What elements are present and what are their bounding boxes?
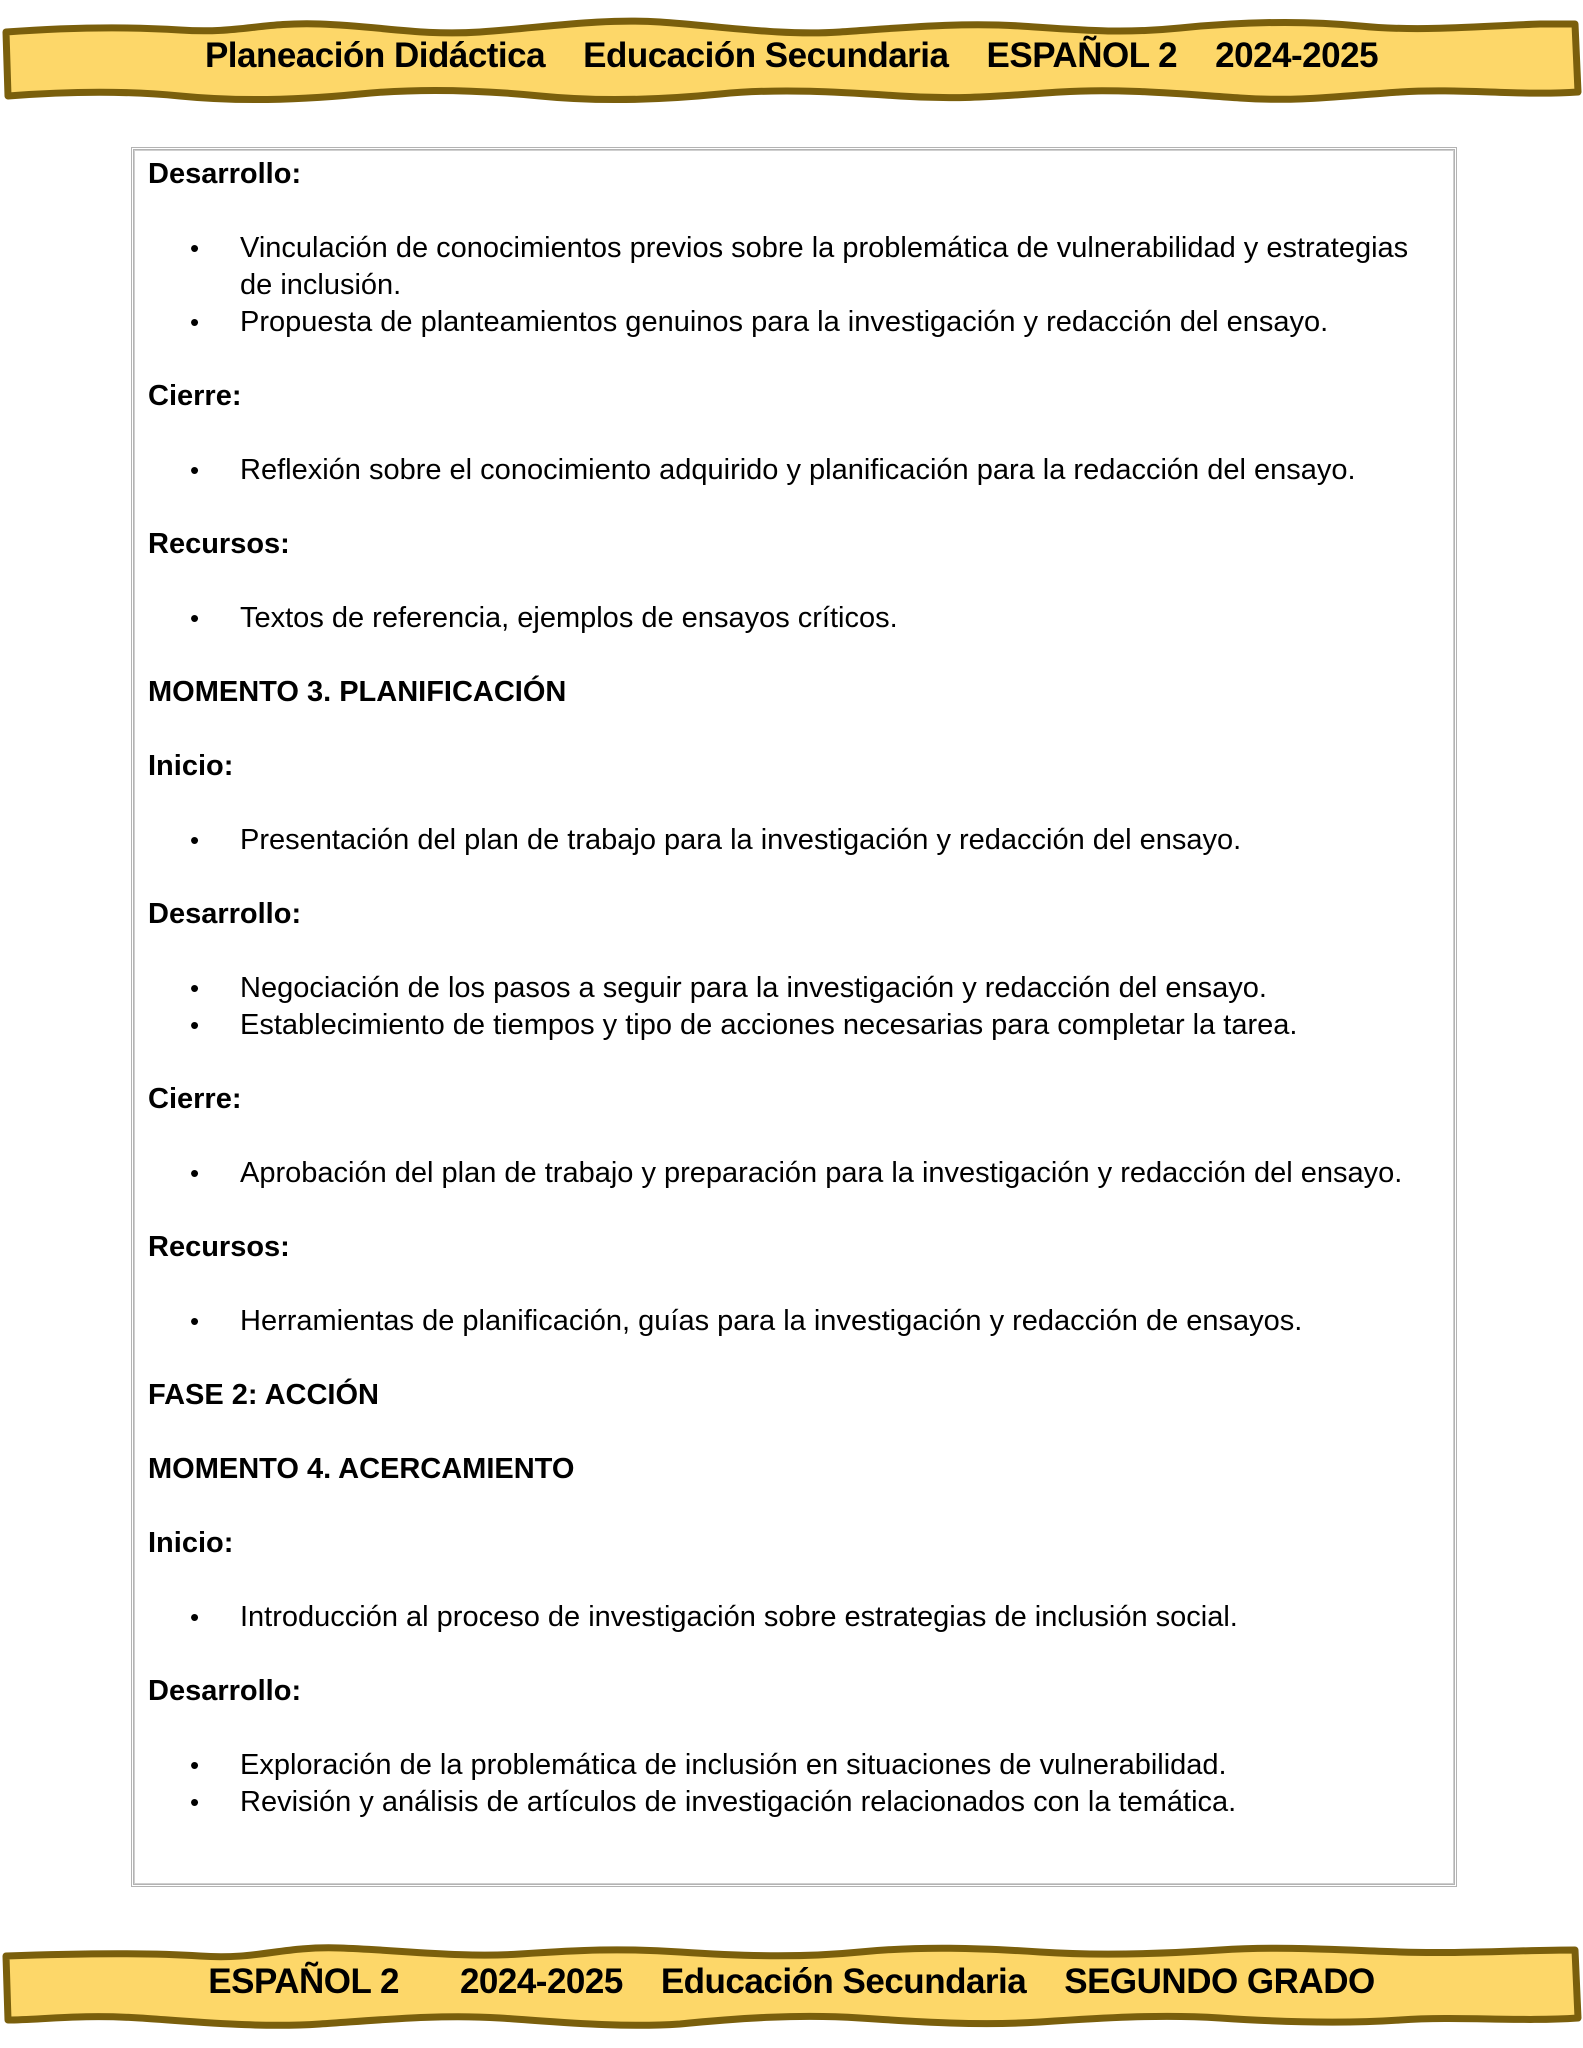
list-item: • Revisión y análisis de artículos de investigación relacionados con la temática. — [148, 1784, 1444, 1821]
list-item: • Negociación de los pasos a seguir para la investigación y redacción del ensayo. — [148, 970, 1444, 1007]
header-level: Educación Secundaria — [583, 36, 949, 75]
list-item: • Aprobación del plan de trabajo y preparación para la investigación y redacción del ensayo. — [148, 1155, 1444, 1192]
section-heading: Cierre: — [148, 380, 242, 412]
header-banner — [0, 8, 1583, 108]
section-heading: Recursos: — [148, 528, 290, 560]
section-heading: Desarrollo: — [148, 1675, 302, 1707]
list-item: • Vinculación de conocimientos previos sobre la problemática de vulnerabilidad y estrategias de inclusión. — [148, 230, 1444, 304]
list-item: • Exploración de la problemática de inclusión en situaciones de vulnerabilidad. — [148, 1747, 1444, 1784]
moment-heading: MOMENTO 3. PLANIFICACIÓN — [148, 676, 567, 708]
header-title: Planeación Didáctica — [204, 36, 546, 75]
bullet-list — [148, 1155, 1444, 1192]
section-heading: Desarrollo: — [148, 158, 302, 190]
bullet-list — [148, 452, 1444, 489]
bullet-list — [148, 1303, 1444, 1340]
section-heading: Desarrollo: — [148, 898, 302, 930]
list-item: • Reflexión sobre el conocimiento adquirido y planificación para la redacción del ensayo. — [148, 452, 1444, 489]
content — [148, 156, 1444, 1821]
list-item: • Herramientas de planificación, guías para la investigación y redacción de ensayos. — [148, 1303, 1444, 1340]
section-heading: Cierre: — [148, 1083, 242, 1115]
list-item: • Textos de referencia, ejemplos de ensayos críticos. — [148, 600, 1444, 637]
footer-banner — [0, 1932, 1583, 2032]
bullet-list — [148, 600, 1444, 637]
content-box — [131, 147, 1457, 1887]
list-item: • Introducción al proceso de investigación sobre estrategias de inclusión social. — [148, 1599, 1444, 1636]
list-item: • Propuesta de planteamientos genuinos para la investigación y redacción del ensayo. — [148, 304, 1444, 341]
bullet-list — [148, 822, 1444, 859]
footer-grade: SEGUNDO GRADO — [1064, 1962, 1375, 2001]
bullet-list — [148, 970, 1444, 1044]
footer-level: Educación Secundaria — [660, 1962, 1027, 2001]
bullet-list — [148, 230, 1444, 341]
header-text — [0, 36, 1583, 76]
footer-year: 2024-2025 — [459, 1962, 623, 2001]
section-heading: Inicio: — [148, 750, 234, 782]
bullet-list — [148, 1747, 1444, 1821]
bullet-list — [148, 1599, 1444, 1636]
phase-heading: FASE 2: ACCIÓN — [148, 1379, 379, 1411]
footer-subject: ESPAÑOL 2 — [208, 1962, 399, 2001]
section-heading: Recursos: — [148, 1231, 290, 1263]
list-item: • Presentación del plan de trabajo para la investigación y redacción del ensayo. — [148, 822, 1444, 859]
header-year: 2024-2025 — [1215, 36, 1379, 75]
header-subject: ESPAÑOL 2 — [986, 36, 1178, 75]
list-item: • Establecimiento de tiempos y tipo de acciones necesarias para completar la tarea. — [148, 1007, 1444, 1044]
section-heading: Inicio: — [148, 1527, 234, 1559]
moment-heading: MOMENTO 4. ACERCAMIENTO — [148, 1453, 575, 1485]
footer-text — [0, 1962, 1583, 2002]
